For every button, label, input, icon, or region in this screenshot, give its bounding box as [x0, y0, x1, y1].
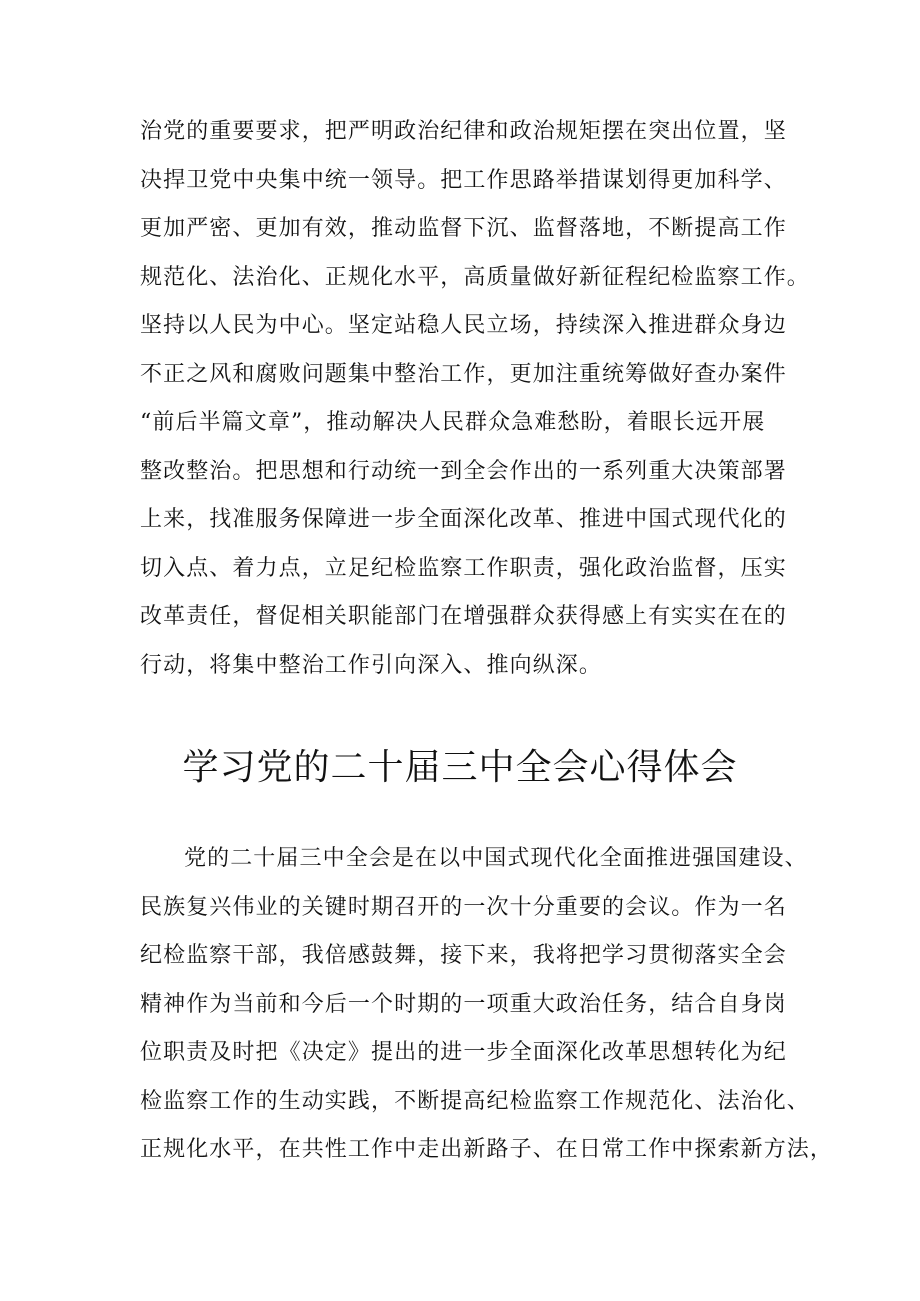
intro-paragraph	[140, 835, 834, 1175]
section-title: 学习党的二十届三中全会心得体会	[182, 747, 738, 788]
paragraph-line: 上来，找准服务保障进一步全面深化改革、推进中国式现代化的	[140, 507, 787, 532]
paragraph-line: 正规化水平，在共性工作中走出新路子、在日常工作中探索新方法，	[140, 1137, 834, 1162]
paragraph-line: 决捍卫党中央集中统一领导。把工作思路举措谋划得更加科学、	[140, 167, 787, 193]
paragraph-line: 切入点、着力点，立足纪检监察工作职责，强化政治监督，压实	[140, 555, 787, 581]
paragraph-line: “前后半篇文章”，推动解决人民群众急难愁盼，着眼长远开展	[140, 410, 766, 435]
paragraph-line: 民族复兴伟业的关键时期召开的一次十分重要的会议。作为一名	[140, 894, 787, 920]
paragraph-line: 整改整治。把思想和行动统一到全会作出的一系列重大决策部署	[140, 458, 787, 484]
paragraph-line: 治党的重要要求，把严明政治纪律和政治规矩摆在突出位置，坚	[140, 119, 787, 144]
paragraph-line: 坚持以人民为中心。坚定站稳人民立场，持续深入推进群众身边	[140, 313, 787, 338]
paragraph-line: 党的二十届三中全会是在以中国式现代化全面推进强国建设、	[184, 846, 808, 871]
paragraph-line: 不正之风和腐败问题集中整治工作，更加注重统筹做好查办案件	[140, 361, 787, 387]
continuation-paragraph	[140, 108, 810, 690]
paragraph-line: 规范化、法治化、正规化水平，高质量做好新征程纪检监察工作。	[140, 264, 810, 290]
paragraph-line: 纪检监察干部，我倍感鼓舞，接下来，我将把学习贯彻落实全会	[140, 943, 787, 968]
paragraph-line: 改革责任，督促相关职能部门在增强群众获得感上有实实在在的	[140, 604, 787, 629]
paragraph-line: 检监察工作的生动实践，不断提高纪检监察工作规范化、法治化、	[140, 1088, 810, 1114]
paragraph-line: 位职责及时把《决定》提出的进一步全面深化改革思想转化为纪	[140, 1040, 787, 1065]
paragraph-line: 更加严密、更加有效，推动监督下沉、监督落地，不断提高工作	[140, 216, 787, 241]
paragraph-line: 行动，将集中整治工作引向深入、推向纵深。	[140, 652, 603, 678]
paragraph-line: 精神作为当前和今后一个时期的一项重大政治任务，结合自身岗	[140, 991, 787, 1017]
